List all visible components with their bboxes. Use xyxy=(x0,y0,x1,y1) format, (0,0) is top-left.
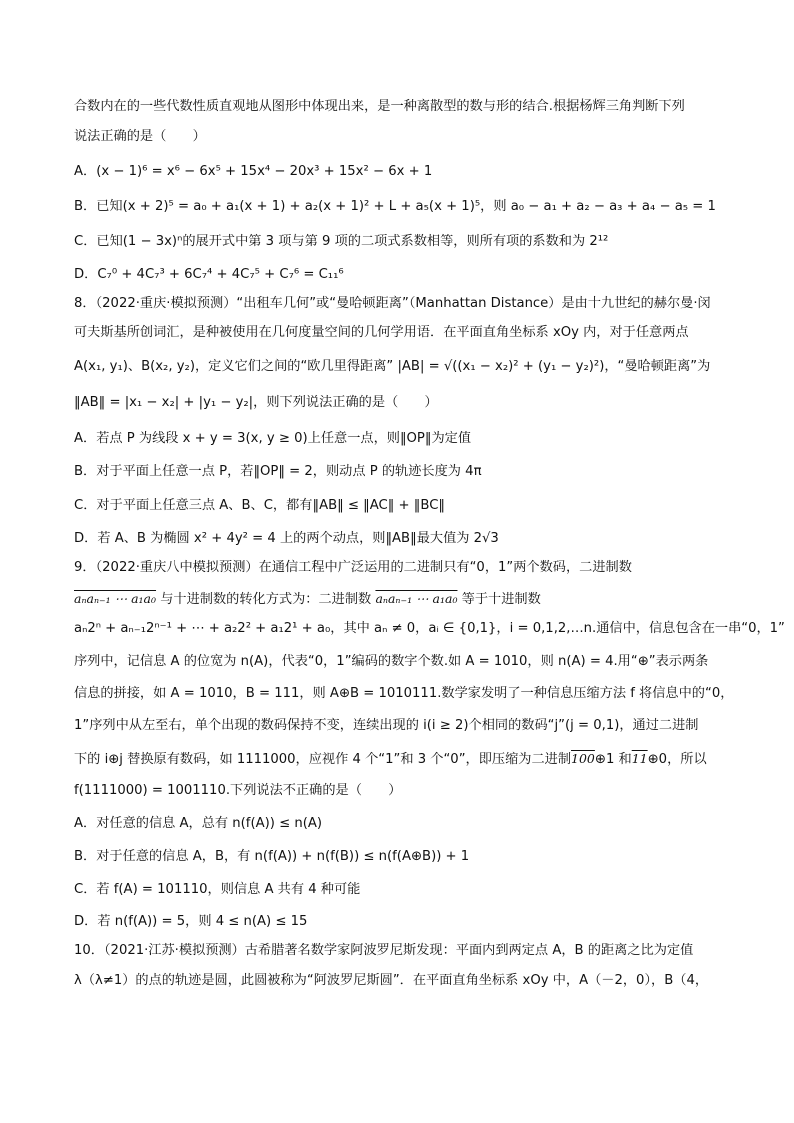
question-stem-line: aₙaₙ₋₁ ⋯ a₁a₀ 与十进制数的转化方式为：二进制数 aₙaₙ₋₁ ⋯ a₁a₀ 等于十进制数 xyxy=(74,591,541,607)
binary-overline: 11 xyxy=(631,751,648,766)
question-stem-line: 下的 i⊕j 替换原有数码，如 1111000，应视作 4 个“1”和 3 个“0”，即压缩为二进制100⊕1 和11⊕0，所以 xyxy=(74,751,707,767)
text-line: 说法正确的是（ ） xyxy=(74,129,206,144)
option-a: A．对任意的信息 A，总有 n(f(A)) ≤ n(A) xyxy=(74,816,323,831)
question-stem-line: λ（λ≠1）的点的轨迹是圆，此圆被称为“阿波罗尼斯圆”．在平面直角坐标系 xOy 中，A（－2，0），B（4， xyxy=(74,973,709,988)
option-b: B．对于平面上任意一点 P，若‖OP‖ = 2，则动点 P 的轨迹长度为 4π xyxy=(74,464,482,479)
option-a: A．(x − 1)⁶ = x⁶ − 6x⁵ + 15x⁴ − 20x³ + 15x² − 6x + 1 xyxy=(74,164,433,179)
question-stem-line: aₙ2ⁿ + aₙ₋₁2ⁿ⁻¹ + ⋯ + a₂2² + a₁2¹ + a₀，其中 aₙ ≠ 0，aᵢ ∈ {0,1}，i = 0,1,2,…n.通信中，信息包含在一串“0，1” xyxy=(74,621,785,636)
question-stem-line: 10．（2021·江苏·模拟预测）古希腊著名数学家阿波罗尼斯发现：平面内到两定点 A，B 的距离之比为定值 xyxy=(74,943,694,958)
question-stem-line: f(1111000) = 1001110.下列说法不正确的是（ ） xyxy=(74,783,402,798)
option-a: A．若点 P 为线段 x + y = 3(x, y ≥ 0)上任意一点，则‖OP‖为定值 xyxy=(74,431,472,446)
option-c: C．对于平面上任意三点 A、B、C，都有‖AB‖ ≤ ‖AC‖ + ‖BC‖ xyxy=(74,498,446,513)
option-c: C．已知(1 − 3x)ⁿ的展开式中第 3 项与第 9 项的二项式系数相等，则所有项的系数和为 2¹² xyxy=(74,234,609,249)
option-c: C．若 f(A) = 101110，则信息 A 共有 4 种可能 xyxy=(74,882,361,897)
question-stem-line: 8．（2022·重庆·模拟预测）“出租车几何”或“曼哈顿距离”（Manhattan Distance）是由十九世纪的赫尔曼·闵 xyxy=(74,296,711,311)
binary-overline: 100 xyxy=(571,751,595,766)
question-stem-line: ‖AB‖ = |x₁ − x₂| + |y₁ − y₂|，则下列说法正确的是（ ） xyxy=(74,395,438,410)
question-stem-line: 可夫斯基所创词汇，是种被使用在几何度量空间的几何学用语．在平面直角坐标系 xOy 内，对于任意两点 xyxy=(74,325,689,340)
option-d: D．若 A、B 为椭圆 x² + 4y² = 4 上的两个动点，则‖AB‖最大值为 2√3 xyxy=(74,531,499,546)
option-b: B．已知(x + 2)⁵ = a₀ + a₁(x + 1) + a₂(x + 1)² + L + a₅(x + 1)⁵，则 a₀ − a₁ + a₂ − a₃ + a₄ − a₅ = 1 xyxy=(74,199,716,214)
option-d: D．C₇⁰ + 4C₇³ + 6C₇⁴ + 4C₇⁵ + C₇⁶ = C₁₁⁶ xyxy=(74,267,344,282)
text-line: 合数内在的一些代数性质直观地从图形中体现出来，是一种离散型的数与形的结合.根据杨辉三角判断下列 xyxy=(74,99,685,114)
binary-number-overline: aₙaₙ₋₁ ⋯ a₁a₀ xyxy=(74,591,157,606)
binary-number-overline: aₙaₙ₋₁ ⋯ a₁a₀ xyxy=(375,591,458,606)
option-d: D．若 n(f(A)) = 5，则 4 ≤ n(A) ≤ 15 xyxy=(74,914,308,929)
question-stem-line: 1”序列中从左至右，单个出现的数码保持不变，连续出现的 i(i ≥ 2)个相同的数码“j”(j = 0,1)，通过二进制 xyxy=(74,718,699,733)
question-stem-line: A(x₁, y₁)、B(x₂, y₂)，定义它们之间的“欧几里得距离” |AB| = √((x₁ − x₂)² + (y₁ − y₂)²)，“曼哈顿距离”为 xyxy=(74,359,711,374)
question-stem-line: 序列中，记信息 A 的位宽为 n(A)，代表“0，1”编码的数字个数.如 A = 1010，则 n(A) = 4.用“⊕”表示两条 xyxy=(74,654,709,669)
option-b: B．对于任意的信息 A，B，有 n(f(A)) + n(f(B)) ≤ n(f(A⊕B)) + 1 xyxy=(74,849,470,864)
question-stem-line: 9．（2022·重庆八中模拟预测）在通信工程中广泛运用的二进制只有“0，1”两个数码，二进制数 xyxy=(74,560,632,575)
question-stem-line: 信息的拼接，如 A = 1010，B = 111，则 A⊕B = 1010111.数学家发明了一种信息压缩方法 f 将信息中的“0， xyxy=(74,686,734,701)
